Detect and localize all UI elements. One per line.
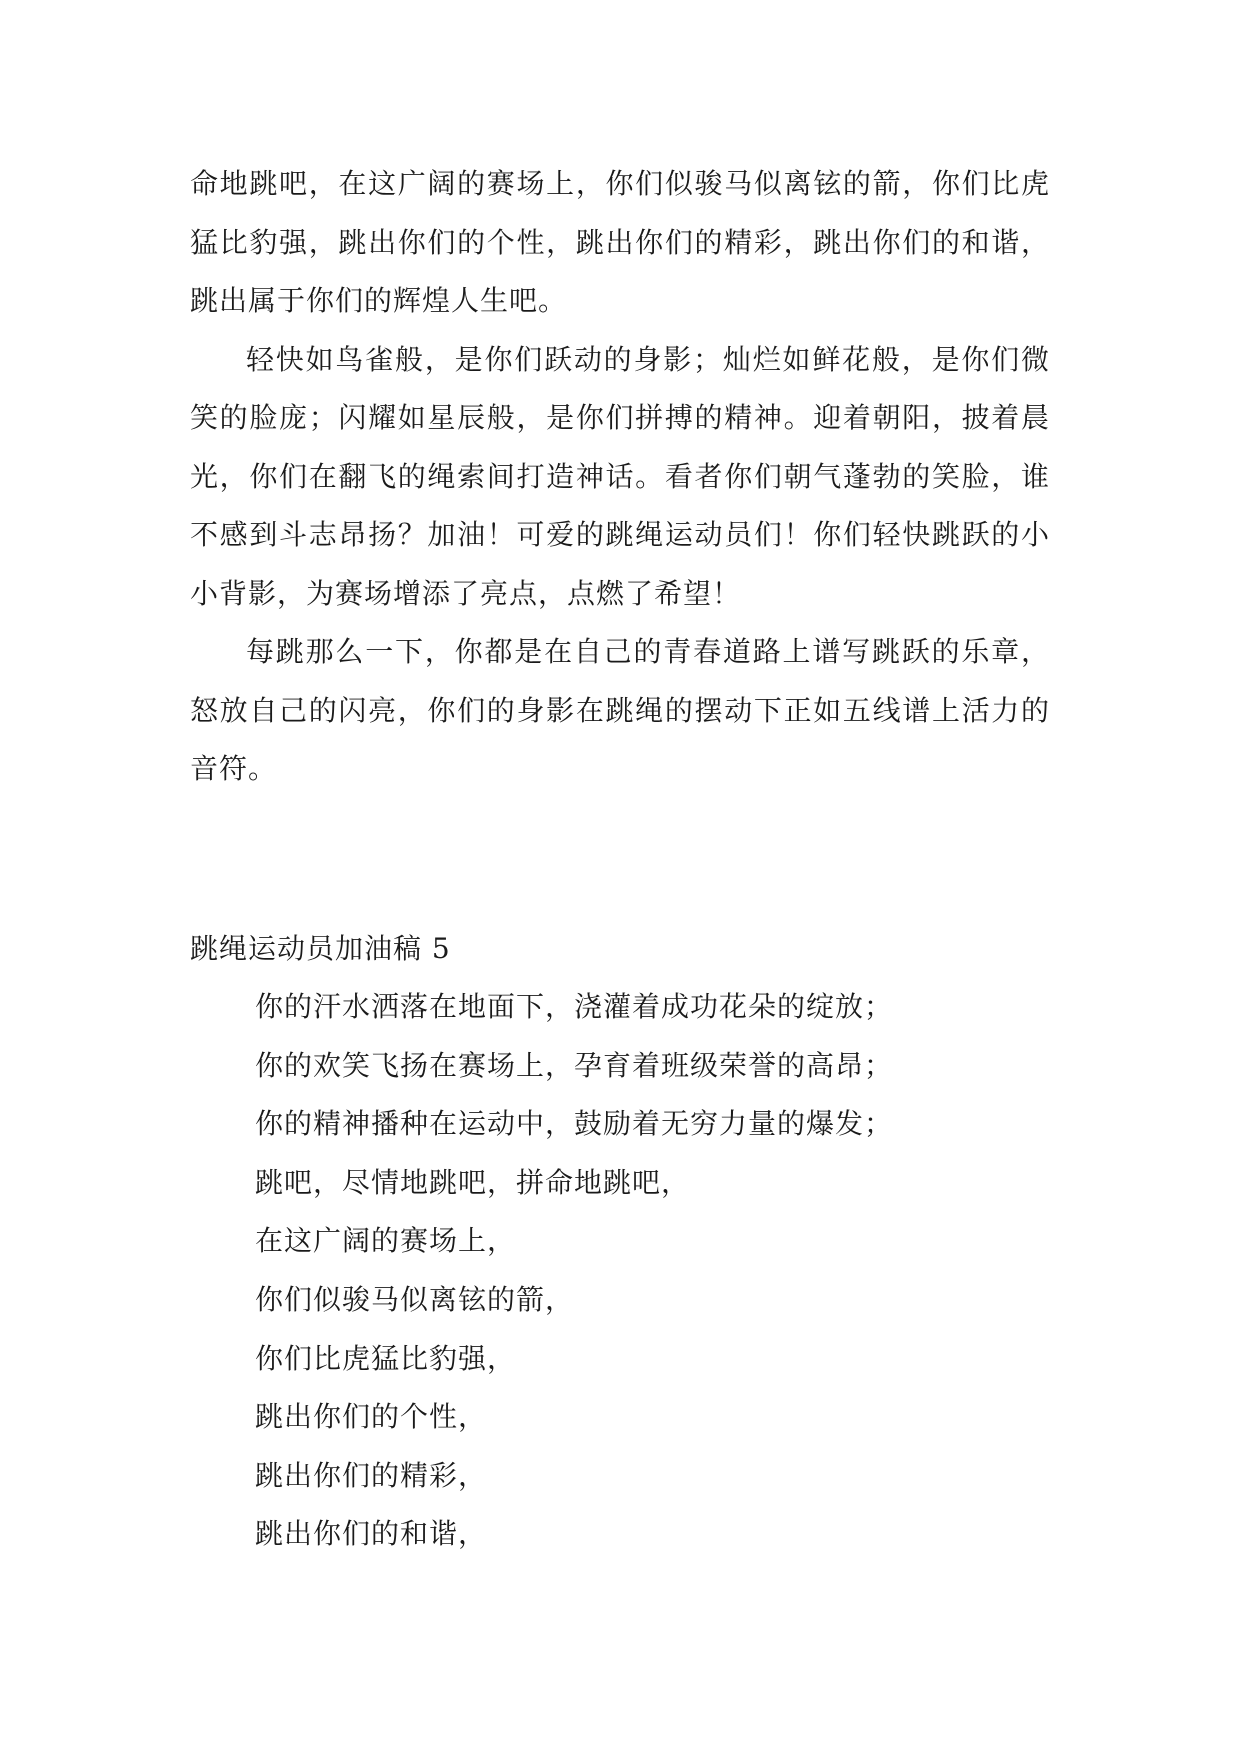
poem-line: 你的欢笑飞扬在赛场上，孕育着班级荣誉的高昂； [255,1048,894,1082]
poem-line: 你的精神播种在运动中，鼓励着无穷力量的爆发； [255,1107,894,1141]
poem-line: 你的汗水洒落在地面下，浇灌着成功花朵的绽放； [255,990,894,1023]
paragraph-1: 命地跳吧，在这广阔的赛场上，你们似骏马似离铉的箭，你们比虎猛比豹强，跳出你们的个性，跳出你们的精彩，跳出你们的和谐，跳出属于你们的辉煌人生吧。 [190,167,1050,317]
poem-line: 跳出你们的个性， [255,1400,488,1434]
poem-line: 跳出你们的精彩， [255,1458,488,1492]
body-text [190,155,1050,799]
poem-line: 在这广阔的赛场上， [255,1224,517,1258]
poem-line: 你们似骏马似离铉的箭， [255,1282,575,1316]
paragraph-2: 轻快如鸟雀般，是你们跃动的身影；灿烂如鲜花般，是你们微笑的脸庞；闪耀如星辰般，是你们拼搏的精神。迎着朝阳，披着晨光，你们在翻飞的绳索间打造神话。看者你们朝气蓬勃的笑脸，谁不感到斗志昂扬？加油！可爱的跳绳运动员们！你们轻快跳跃的小小背影，为赛场增添了亮点，点燃了希望！ [190,342,1050,610]
paragraph-3: 每跳那么一下，你都是在自己的青春道路上谱写跳跃的乐章，怒放自己的闪亮，你们的身影在跳绳的摆动下正如五线谱上活力的音符。 [190,635,1050,785]
poem-line: 跳吧，尽情地跳吧，拼命地跳吧， [255,1165,691,1199]
section-title: 跳绳运动员加油稿 5 [190,932,451,965]
poem [255,978,1055,1564]
poem-line: 跳出你们的和谐， [255,1517,488,1551]
poem-line: 你们比虎猛比豹强， [255,1341,517,1375]
